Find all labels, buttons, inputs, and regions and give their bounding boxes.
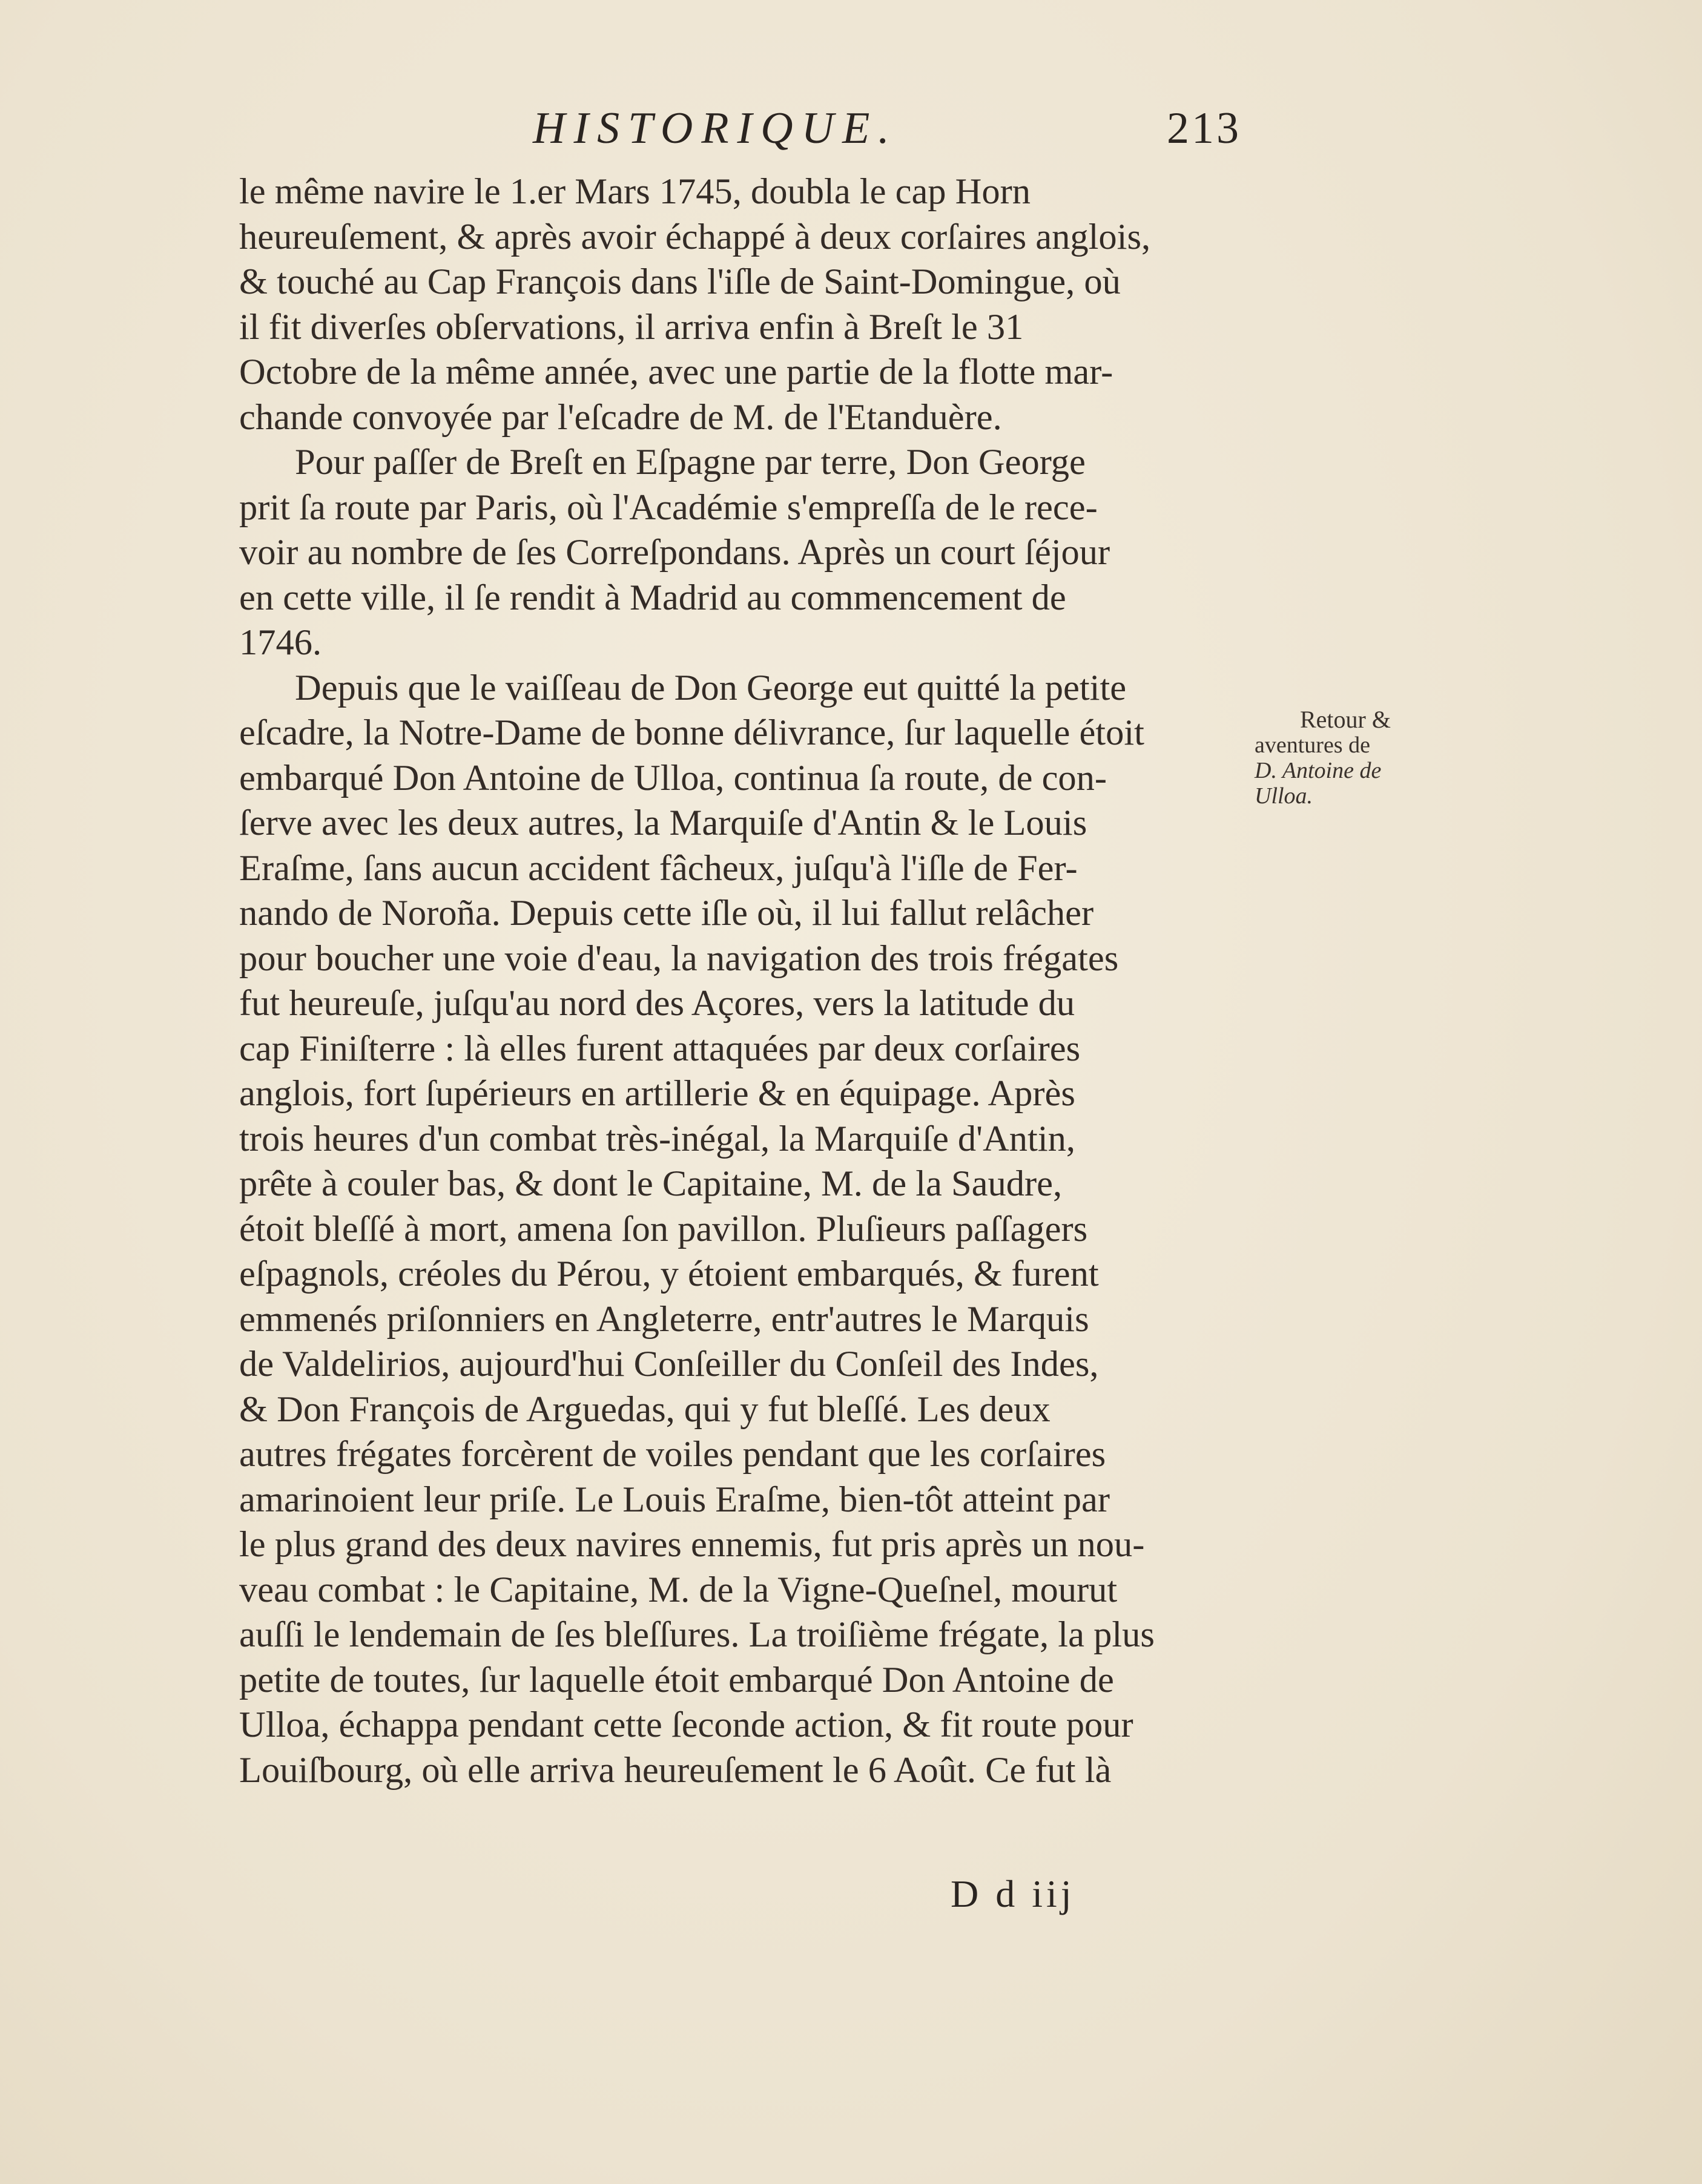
margin-note-line: Retour &	[1300, 706, 1391, 733]
text-line: & Don François de Arguedas, qui y fut bleſſé. Les deux	[239, 1389, 1051, 1430]
text-line: voir au nombre de ſes Correſpondans. Après un court ſéjour	[239, 532, 1110, 573]
text-line: pour boucher une voie d'eau, la navigation des trois frégates	[239, 938, 1119, 979]
page-header	[236, 103, 1241, 157]
margin-note-line: Ulloa.	[1255, 783, 1313, 809]
paragraph-1	[239, 169, 1244, 440]
text-line: Louiſbourg, où elle arriva heureuſement le 6 Août. Ce fut là	[239, 1749, 1112, 1791]
signature-mark: D d iij	[951, 1872, 1075, 1915]
text-line: eſcadre, la Notre-Dame de bonne délivrance, ſur laquelle étoit	[239, 712, 1144, 753]
running-title: HISTORIQUE.	[533, 104, 898, 153]
text-line: prit ſa route par Paris, où l'Académie s'empreſſa de le rece-	[239, 487, 1098, 528]
text-line: prête à couler bas, & dont le Capitaine, M. de la Saudre,	[239, 1163, 1063, 1204]
text-line: petite de toutes, ſur laquelle étoit embarqué Don Antoine de	[239, 1659, 1114, 1700]
text-line: cap Finiſterre : là elles furent attaquées par deux corſaires	[239, 1028, 1081, 1069]
text-line: auſſi le lendemain de ſes bleſſures. La troiſième frégate, la plus	[239, 1614, 1155, 1655]
text-line: étoit bleſſé à mort, amena ſon pavillon. Pluſieurs paſſagers	[239, 1208, 1088, 1249]
text-line: eſpagnols, créoles du Pérou, y étoient embarqués, & furent	[239, 1254, 1099, 1294]
text-line: 1746.	[239, 622, 322, 663]
text-line: heureuſement, & après avoir échappé à deux corſaires anglois,	[239, 216, 1151, 257]
paragraph-2	[239, 440, 1244, 666]
text-line: le plus grand des deux navires ennemis, fut pris après un nou-	[239, 1524, 1145, 1565]
text-line: Pour paſſer de Breſt en Eſpagne par terre, Don George	[295, 442, 1086, 482]
margin-note-line: aventures de	[1255, 732, 1370, 758]
text-line: amarinoient leur priſe. Le Louis Eraſme, bien-tôt atteint par	[239, 1479, 1110, 1520]
text-line: il fit diverſes obſervations, il arriva enfin à Breſt le 31	[239, 306, 1024, 347]
text-line: le même navire le 1.er Mars 1745, doubla le cap Horn	[239, 171, 1031, 212]
text-line: Ulloa, échappa pendant cette ſeconde action, & fit route pour	[239, 1705, 1133, 1745]
text-line: de Valdelirios, aujourd'hui Conſeiller du Conſeil des Indes,	[239, 1344, 1099, 1384]
text-line: nando de Noroña. Depuis cette iſle où, il lui fallut relâcher	[239, 893, 1094, 933]
text-line: fut heureuſe, juſqu'au nord des Açores, vers la latitude du	[239, 983, 1075, 1024]
text-line: trois heures d'un combat très-inégal, la Marquiſe d'Antin,	[239, 1118, 1076, 1159]
text-line: Depuis que le vaiſſeau de Don George eut quitté la petite	[295, 667, 1127, 708]
text-line: chande convoyée par l'eſcadre de M. de l'Etanduère.	[239, 396, 1002, 438]
margin-note	[1255, 707, 1436, 809]
text-line: autres frégates forcèrent de voiles pendant que les corſaires	[239, 1434, 1106, 1475]
text-line: en cette ville, il ſe rendit à Madrid au commencement de	[239, 577, 1066, 618]
page-number: 213	[1167, 104, 1241, 153]
text-line: anglois, fort ſupérieurs en artillerie & en équipage. Après	[239, 1073, 1075, 1114]
text-line: & touché au Cap François dans l'iſle de Saint-Domingue, où	[239, 261, 1121, 302]
text-line: ſerve avec les deux autres, la Marquiſe d'Antin & le Louis	[239, 803, 1087, 843]
paragraph-3	[239, 666, 1244, 1794]
text-line: Eraſme, ſans aucun accident fâcheux, juſqu'à l'iſle de Fer-	[239, 847, 1078, 889]
margin-note-line: D. Antoine de	[1255, 758, 1382, 783]
body-text	[239, 169, 1244, 1793]
text-line: Octobre de la même année, avec une partie de la flotte mar-	[239, 352, 1113, 392]
text-line: emmenés priſonniers en Angleterre, entr'autres le Marquis	[239, 1298, 1089, 1340]
text-line: veau combat : le Capitaine, M. de la Vigne-Queſnel, mourut	[239, 1569, 1118, 1610]
text-line: embarqué Don Antoine de Ulloa, continua ſa route, de con-	[239, 757, 1107, 798]
